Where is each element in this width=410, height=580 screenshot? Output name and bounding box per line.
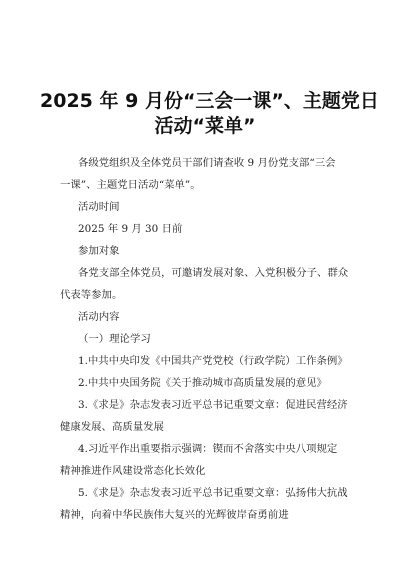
list-item-5-line-2: 精神，向着中华民族伟大复兴的光辉彼岸奋勇前进: [60, 509, 289, 521]
time-heading: 活动时间: [78, 201, 120, 213]
intro-paragraph-line-1: 各级党组织及全体党员干部们请查收 9 月份党支部“三会: [78, 157, 336, 169]
intro-paragraph-line-2: 一课”、主题党日活动“菜单”。: [60, 179, 201, 191]
list-item-4-line-1: 4.习近平作出重要指示强调：锲而不舍落实中央八项规定: [78, 443, 338, 455]
audience-heading: 参加对象: [78, 245, 120, 257]
content-heading: 活动内容: [78, 311, 120, 323]
list-item-4-line-2: 精神推进作风建设常态化长效化: [60, 465, 206, 477]
list-item-5-line-1: 5.《求是》杂志发表习近平总书记重要文章：弘扬伟大抗战: [78, 487, 348, 499]
list-item-3-line-2: 健康发展、高质量发展: [60, 421, 164, 433]
document-title-line-1: 2025 年 9 月份“三会一课”、主题党日: [40, 90, 379, 112]
list-item-2: 2.中共中央国务院《关于推动城市高质量发展的意见》: [78, 377, 327, 389]
list-item-3-line-1: 3.《求是》杂志发表习近平总书记重要文章：促进民营经济: [78, 399, 348, 411]
audience-paragraph-line-2: 代表等参加。: [60, 289, 123, 301]
time-value: 2025 年 9 月 30 日前: [78, 223, 183, 235]
list-item-1: 1.中共中央印发《中国共产党党校（行政学院）工作条例》: [78, 355, 348, 367]
audience-paragraph-line-1: 各党支部全体党员，可邀请发展对象、入党积极分子、群众: [78, 267, 349, 279]
section-heading-theory-study: （一）理论学习: [78, 333, 151, 345]
document-title-line-2: 活动“菜单”: [154, 115, 256, 137]
